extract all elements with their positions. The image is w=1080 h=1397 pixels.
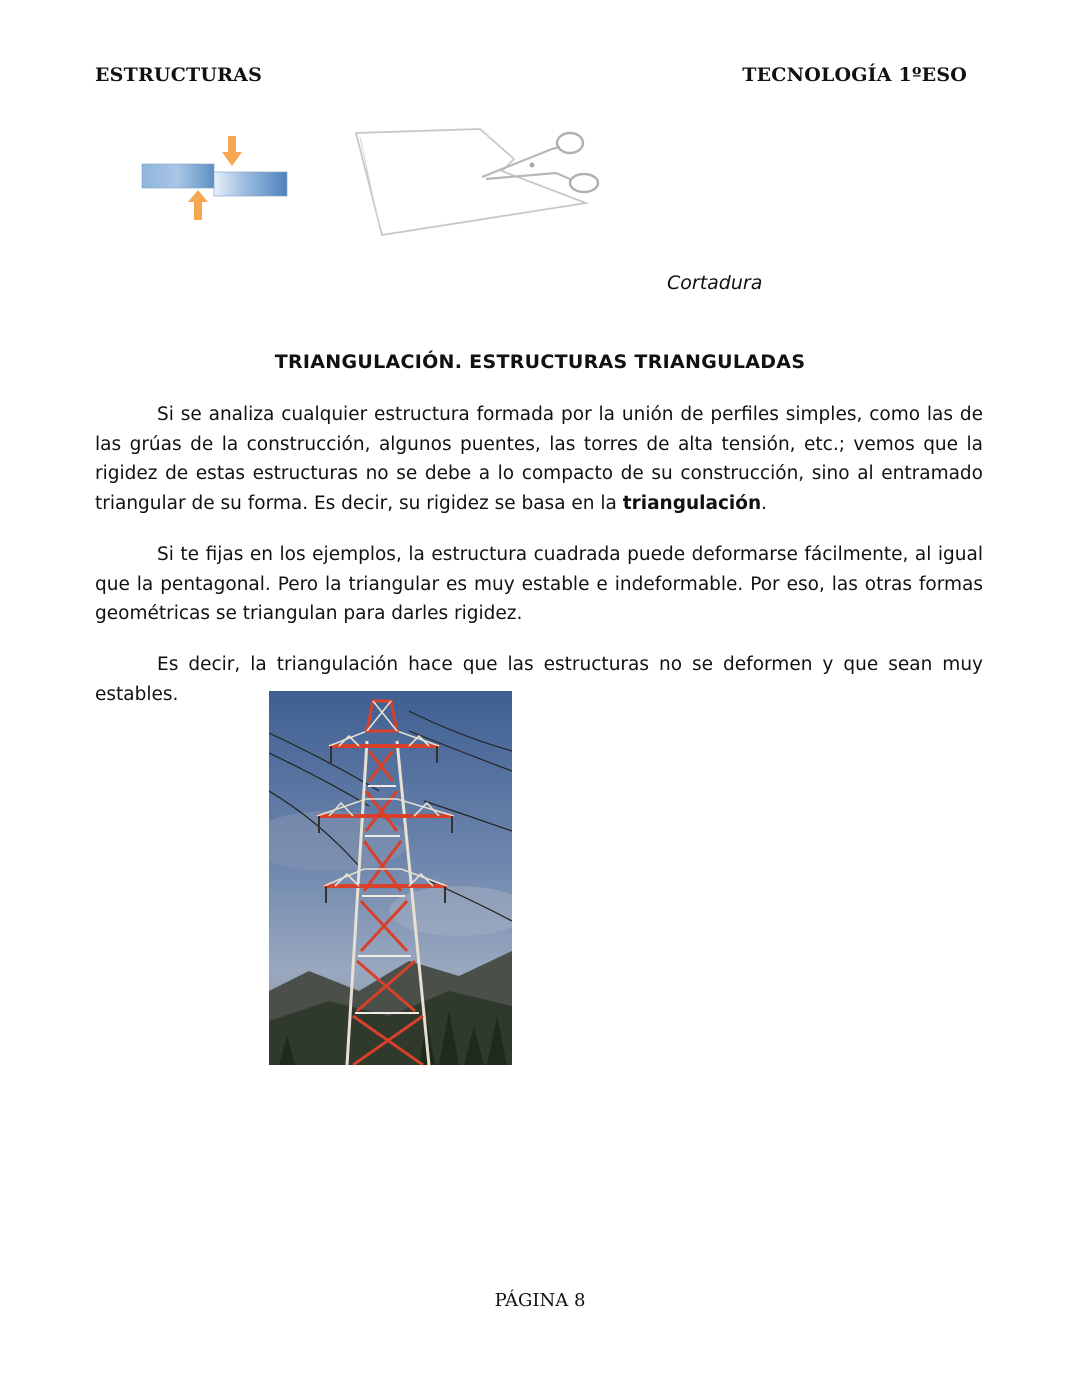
electricity-pylon-photo	[269, 691, 512, 1065]
paragraph-3	[95, 650, 983, 709]
figure-caption: Cortadura	[667, 272, 763, 294]
scissors-cutting-paper-icon	[352, 125, 607, 240]
header-right-subject: TECNOLOGÍA 1ºESO	[742, 64, 967, 86]
paragraph-2-text: Si te fijas en los ejemplos, la estructura cuadrada puede deformarse fácilmente, al igual que la pentagonal. Pero la triangular es muy estable e indeformable. Por eso, las otras formas geométricas se triangulan para darles rigidez.	[95, 544, 983, 625]
paragraph-1-text: Si se analiza cualquier estructura formada por la unión de perfiles simples, como las de las grúas de la construcción, algunos puentes, las torres de alta tensión, etc.; vemos que la rigidez de estas estructuras no se debe a lo compacto de su construcción, sino al entramado triangular de su forma. Es decir, su rigidez se basa en la	[95, 404, 983, 514]
shear-force-arrows-icon	[140, 136, 290, 222]
paragraph-1	[95, 400, 983, 518]
section-title: TRIANGULACIÓN. ESTRUCTURAS TRIANGULADAS	[274, 351, 806, 373]
paragraph-2	[95, 540, 983, 629]
header-left-title: ESTRUCTURAS	[95, 64, 262, 86]
page-number: PÁGINA 8	[494, 1290, 586, 1311]
paragraph-1-end: .	[761, 492, 768, 514]
paragraph-1-bold-term: triangulación	[622, 492, 762, 514]
paragraph-3-text: Es decir, la triangulación hace que las estructuras no se deformen y que sean muy estables.	[95, 654, 983, 705]
